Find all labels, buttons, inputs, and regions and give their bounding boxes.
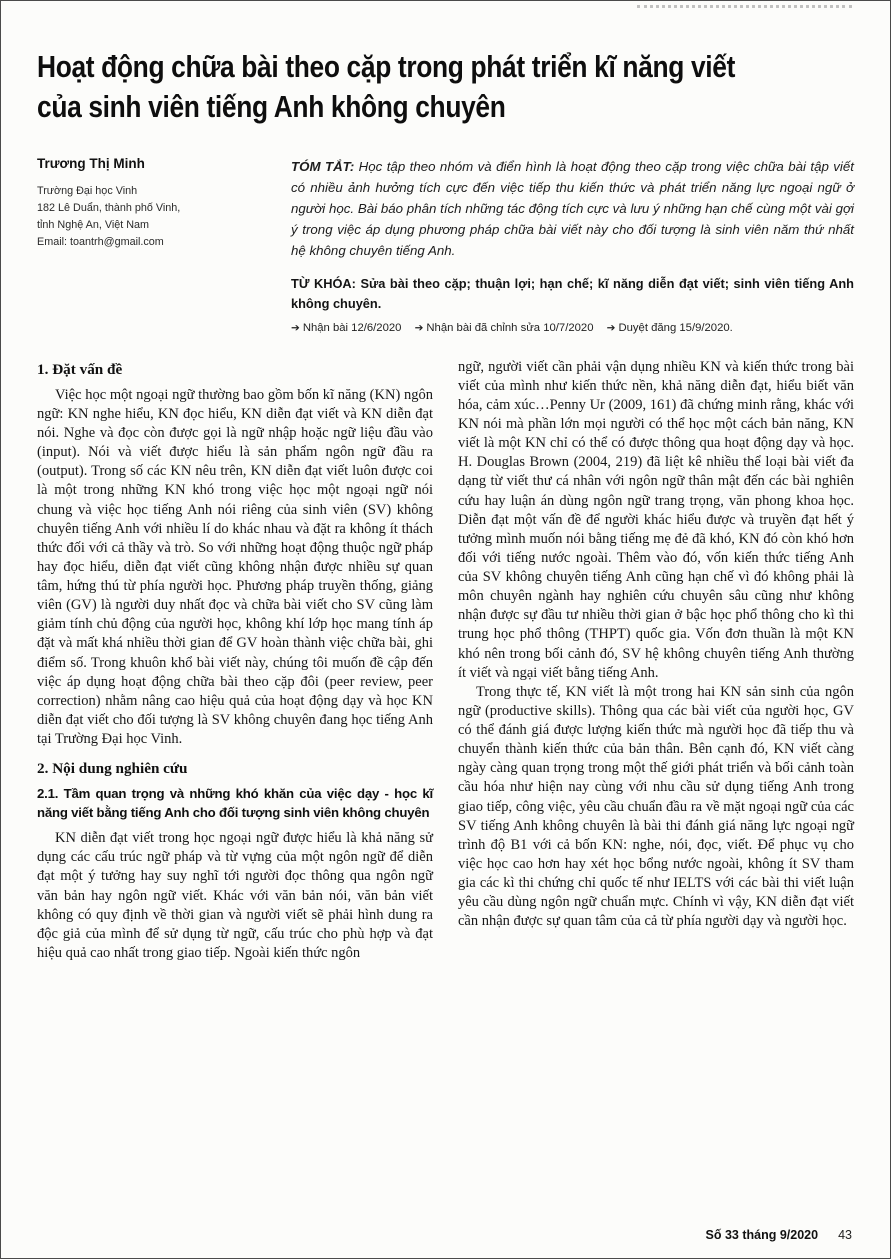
author-name: Trương Thị Minh: [37, 156, 145, 172]
author-affiliation-line: 182 Lê Duẩn, thành phố Vinh,: [37, 202, 181, 215]
author-affiliation-line: tỉnh Nghệ An, Việt Nam: [37, 218, 150, 231]
journal-issue: Số 33 tháng 9/2020: [705, 1228, 819, 1242]
author-email: Email: toantrh@gmail.com: [37, 235, 164, 248]
date-revised-text: Nhận bài đã chỉnh sửa 10/7/2020: [426, 321, 594, 334]
keywords-label: TỪ KHÓA:: [291, 276, 356, 292]
page-number: 43: [838, 1228, 852, 1242]
article-title-line-1: Hoạt động chữa bài theo cặp trong phát triển kĩ năng viết: [37, 49, 736, 84]
arrow-icon: ➔: [606, 321, 616, 334]
clipped-running-header: [637, 5, 852, 8]
left-column: [37, 358, 433, 963]
arrow-icon: ➔: [414, 321, 424, 334]
article-meta: [37, 156, 854, 333]
abstract-label: TÓM TẮT:: [291, 159, 355, 175]
keywords-paragraph: [291, 274, 854, 312]
body-paragraph: KN diễn đạt viết trong học ngoại ngữ được hiểu là khả năng sử dụng các cấu trúc ngữ pháp và từ vựng của một ngôn ngữ để diễn đạt một ý tưởng hay suy nghĩ tới người đọc thông qua ngôn ngữ văn bản hay ngôn ngữ viết. Khác với văn bản nói, văn bản viết không có quy định về thời gian và người viết sẽ phải hình dung ra độc giả của mình để sử dụng từ ngữ, cấu trúc cho phù hợp và đạt hiệu quả cao nhất trong giao tiếp. Ngoài kiến thức ngôn: [37, 830, 433, 961]
abstract-block: [291, 156, 854, 333]
article-dates: [291, 322, 854, 334]
article-title: [37, 47, 854, 126]
keywords-text: Sửa bài theo cặp; thuận lợi; hạn chế; kĩ năng diễn đạt viết; sinh viên tiếng Anh không chuyên.: [291, 276, 854, 311]
arrow-icon: ➔: [291, 321, 300, 334]
abstract-text: Học tập theo nhóm và điển hình là hoạt động theo cặp trong việc chữa bài tập viết có nhiều ảnh hưởng tích cực đến việc tiếp thu kiến thức và phát triển năng lực ngoại ngữ ở người học. Bài báo phân tích những tác động tích cực và lưu ý những hạn chế cùng một vài gợi ý trong việc áp dụng phương pháp chữa bài viết này cho đối tượng là sinh viên năm thứ nhất hệ không chuyên tiếng Anh.: [291, 159, 854, 259]
date-received-text: Nhận bài 12/6/2020: [302, 321, 402, 334]
date-received: [291, 322, 401, 334]
section-2-1-heading: 2.1. Tầm quan trọng và những khó khăn của việc dạy - học kĩ năng viết bằng tiếng Anh cho đối tượng sinh viên không chuyên: [37, 786, 433, 820]
date-accepted: [607, 322, 733, 334]
section-1-heading: 1. Đặt vấn đề: [37, 360, 123, 378]
section-2-heading: 2. Nội dung nghiên cứu: [37, 760, 188, 778]
article-title-line-2: của sinh viên tiếng Anh không chuyên: [37, 88, 506, 124]
body-paragraph: Việc học một ngoại ngữ thường bao gồm bốn kĩ năng (KN) ngôn ngữ: KN nghe hiểu, KN đọc hiểu, KN diễn đạt viết và KN diễn đạt nói. Nghe và đọc còn được gọi là ngữ nhập hoặc ngữ liệu đầu vào (input). Nói và viết được hiểu là sản phẩm ngôn ngữ đầu ra (output). Trong số các KN nêu trên, KN diễn đạt viết luôn được coi là một trong những KN khó trong việc học một ngoại ngữ nói chung và việc học tiếng Anh nói riêng của sinh viên (SV) không chuyên tiếng Anh với nhiều lí do khác nhau và đặt ra không ít thách thức đối với cả thầy và trò. So với những hoạt động thuộc ngữ pháp hay đọc hiểu, diễn đạt viết cũng không nhận được nhiều sự quan tâm, hứng thú từ phía người học. Phương pháp truyền thống, giảng viên (GV) là người duy nhất đọc và chữa bài viết cho SV cũng làm giảm tính chủ động của người học, không khí lớp học mang tính áp đặt và mất khá nhiều thời gian để GV hoàn thành việc chữa bài, ghi điểm số. Trong khuôn khổ bài viết này, chúng tôi muốn đề cập đến việc áp dụng hoạt động chữa bài theo cặp đôi (peer review, peer correction) nhằm nâng cao hiệu quả của hoạt động dạy và học KN diễn đạt viết cho đối tượng là SV không chuyên đang học tiếng Anh tại Trường Đại học Vinh.: [37, 386, 433, 748]
author-affiliation-line: Trường Đại học Vinh: [37, 185, 138, 198]
date-revised: [415, 322, 594, 334]
body-columns: [37, 358, 854, 963]
abstract-paragraph: [291, 156, 854, 261]
author-block: [37, 156, 255, 333]
date-accepted-text: Duyệt đăng 15/9/2020.: [618, 321, 733, 334]
page-footer: [706, 1228, 852, 1242]
body-paragraph-continued: ngữ, người viết cần phải vận dụng nhiều KN và kiến thức trong bài viết của mình như kiến thức nền, khả năng diễn đạt, hiểu biết văn hóa, cảm xúc…Penny Ur (2009, 161) đã chứng minh rằng, khác với KN nói mà phần lớn mọi người có thể học một cách bản năng, KN viết là một KN chỉ có thể có được thông qua hoạt động dạy và học. H. Douglas Brown (2004, 219) đã liệt kê nhiều thể loại bài viết đa dạng từ viết thư cá nhân với ngôn ngữ thân mật đến các bài nghiên cứu hay luận án dùng ngôn ngữ trang trọng, văn phong khoa học. Diễn đạt một vấn đề để người khác hiểu được và truyền đạt hết ý tưởng mình muốn nói bằng tiếng mẹ đẻ đã khó, KN đó còn khó hơn đối với tiếng nước ngoài. Thêm vào đó, vốn kiến thức tiếng Anh của SV không chuyên tiếng Anh cũng hạn chế vì đó không phải là môn chuyên ngành hay nghiên cứu chuyên sâu cũng như không nhận được sự đầu tư nhiều thời gian ở bậc học phổ thông cho kì thi trung học phổ thông (THPT) quốc gia. Vốn đơn thuần là một KN khó nên trong bối cảnh đó, SV hệ không chuyên tiếng Anh thường ít viết và ngại viết bằng tiếng Anh.: [458, 358, 854, 681]
right-column: [458, 358, 854, 963]
body-paragraph: Trong thực tế, KN viết là một trong hai KN sản sinh của ngôn ngữ (productive skills). Thông qua các bài viết của người học, GV có thể đánh giá được lượng kiến thức mà người học đã tiếp thu và chuyển thành kiến thức của bản thân. Bên cạnh đó, KN viết càng ngày càng quan trọng trong một thế giới phát triển và bối cảnh toàn cầu hóa như hiện nay cùng với nhu cầu sử dụng tiếng Anh trong giao tiếp, công việc, yêu cầu chuẩn đầu ra về mặt ngoại ngữ của các SV tiếng Anh không chuyên là bài thi đánh giá năng lực ngoại ngữ trình độ B1 với cả bốn KN: nghe, nói, đọc, viết. Để phục vụ cho việc học cao hơn hay xét học bổng nước ngoài, không ít SV tham gia các kì thi chứng chỉ quốc tế như IELTS với các bài thi viết luận yêu cầu dùng ngôn ngữ chuẩn mực. Chính vì vậy, KN diễn đạt viết cần nhận được sự quan tâm của cả từ phía người dạy và người học.: [458, 683, 854, 930]
